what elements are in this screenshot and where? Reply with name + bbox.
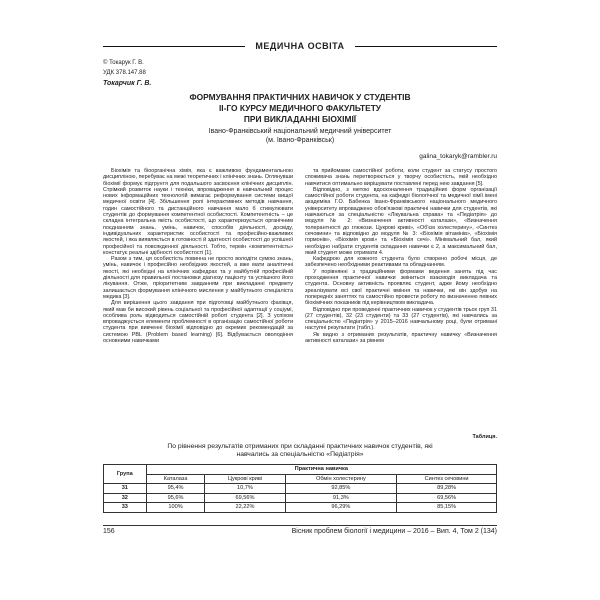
paragraph: Відповідно, з метою вдосконалення традиційних форм організації самостійної роботи студента, на кафедрі біологічної та медичної хімії імені академіка Г.О. Бабенка Івано-Франківського національного медичного університету впроваджено обов'язкові практичні навички для студентів, які навчаються за спеціальністю «Лікувальна справа» та «Педіатрія» до модуля № 2: «Визначення активності каталази», «Визначення толерантності до глюкози. Цукрові криві», «Об'єм холестерину», «Синтез сечовини» та відповідно до модуля № 3: «Біохімія вітамінів», «Біохімія гормонів», «Біохімія крові» та «Біохімія сечі». Мінімальний бал, який необхідно набрати студентів складання навички є 2, а максимальний бал, який студент може отримати 4.: [305, 186, 497, 256]
table-row: [104, 503, 497, 513]
group-cell: 31: [104, 484, 147, 494]
paragraph: Для вирішення цього завдання при підготовці майбутнього фахівця, який мав би високий рівень соціальної та професійної адаптації у соціумі, особлива роль відводиться самостійній роботі студента [2]. З успіхом впроваджується елементи проблемності в організацію самостійної роботи студента при вивченні біохімії відповідно до окремих рекомендацій за системою PBL (Problem based learning) [6]. Відбувається оволодіння основними навичками: [103, 300, 293, 345]
article-title-line-2: ІІ-ГО КУРСУ МЕДИЧНОГО ФАКУЛЬТЕТУ: [218, 103, 382, 113]
left-column: [103, 168, 293, 344]
value-cell: 85,15%: [397, 503, 497, 513]
value-cell: 69,56%: [397, 493, 497, 503]
page-number: 156: [103, 528, 115, 535]
table-caption: [103, 443, 497, 459]
value-cell: 22,22%: [205, 503, 285, 513]
institution-name: Івано-Франківський національний медичний університет: [208, 128, 392, 135]
institution-city: (м. Івано-Франківськ): [265, 137, 335, 144]
value-cell: 91,3%: [285, 493, 397, 503]
table-caption-line-2: навчались за спеціальністю «Педіатрія»: [236, 451, 364, 458]
value-cell: 89,28%: [397, 484, 497, 494]
article-title-line-1: ФОРМУВАННЯ ПРАКТИЧНИХ НАВИЧОК У СТУДЕНТІВ: [189, 92, 411, 102]
table-label: Таблиця.: [472, 434, 497, 440]
paragraph: Кафедрою для кожного студента було створено робочі місця, де забезпечено необхідними реактивами та обладнанням.: [305, 256, 497, 269]
journal-name: Вісник проблем біології і медицини – 2016 – Вип. 4, Том 2 (134): [291, 528, 497, 535]
value-cell: 96,29%: [285, 503, 397, 513]
skills-header: Практична навичка: [146, 465, 496, 475]
table-row: [104, 493, 497, 503]
author-name: Токарчик Г. В.: [103, 80, 152, 87]
section-title: МЕДИЧНА ОСВІТА: [245, 39, 355, 53]
group-header: Група: [104, 465, 147, 484]
paragraph: Як видно з отриманих результатів, практичну навичку «Визначення активності каталази» за рівнем: [305, 331, 497, 345]
column-header: Обмін холестерину: [285, 474, 397, 484]
copyright: © Токарук Г. В.: [103, 60, 144, 66]
value-cell: 100%: [146, 503, 205, 513]
value-cell: 69,56%: [205, 493, 285, 503]
udc-code: УДК 378.147.88: [103, 70, 146, 76]
value-cell: 92,85%: [285, 484, 397, 494]
column-header: Синтез сечовини: [397, 474, 497, 484]
group-cell: 33: [104, 503, 147, 513]
article-title-line-3: ПРИ ВИКЛАДАННІ БІОХІМІЇ: [243, 114, 357, 124]
results-table: [103, 464, 497, 513]
column-header: Каталаза: [146, 474, 205, 484]
paragraph: Відповідно при проведенні практичних навичок у студентів трьох груп 31 (27 студентів), 32 (23 студенти) та 33 (27 студентів), які навчались за спеціальністю «Педіатрія» у 2015–2016 навчальному році, були отримані наступні результати (табл.).: [305, 306, 497, 332]
value-cell: 10,7%: [205, 484, 285, 494]
paragraph: У порівнянні з традиційними формами ведення занять під час проходження практичної навички зміниться взаємодія викладача та студента. Основну активність проявляє студент, адже йому необхідно зреалізувати всі свої практичні вміння та навички, які він здобув на попередніх заняттях та самостійно провести роботу по визначенню певних біохімічних показників під керівництвом викладача.: [305, 268, 497, 307]
paragraph: Біохімія та біоорганічна хімія, яка є важливою фундаментальною дисципліною, перебуває на межі теоретичних і клінічних знань. Оглянувши біохімії формує підгрунтя для подальшого засвоєння клінічних дисциплін. Стрімкий розвиток науки і техніки, впровадження в навчальний процес нових інформаційних технологій вимагає реформування системи вищої медичної освіти [4]. Збільшення ролі інтерактивних методів навчання, годин самостійного та дистанційного навчання мало б стимулювати студентів до формування компетентної особистості. Компетентність – це складна інтегральна якість особистості, що характеризується органічним поєднанням знань, умінь, навичок, способів діяльності, досвіду, індивідуальних характеристик особистості та професійно-важливих якостей, і яка виявляється в готовності й здатності особистості до успішної професійної та повсякденної діяльності. Тобто, термін «компетентність» констатує реальні здібності особистості [1].: [103, 168, 293, 256]
paragraph: Разом з тим, ця особистість повинна не просто володіти сумою знань, умінь, навичок і професійно необхідних якостей, а вже мати аналітичні якості, які необхідні на клінічних кафедрах та у майбутній професійній діяльності для правильної постановки діагнозу пацієнту та успішного його лікування. Отже, пріоритетним завданням при викладанні предмету залишається формування клінічного мислення у майбутнього спеціаліста медика [3].: [103, 256, 293, 300]
value-cell: 95,4%: [146, 484, 205, 494]
value-cell: 95,6%: [146, 493, 205, 503]
table-caption-line-1: По рівнення результатів отриманих при складанні практичних навичок студентів, які: [167, 443, 433, 450]
author-email[interactable]: galina_tokaryk@rambler.ru: [419, 153, 497, 160]
footer-rule: [103, 525, 497, 526]
column-header: Цукрові криві: [205, 474, 285, 484]
paragraph: та прийомами самостійної роботи, коли студент за статусу простого споживача знань перетворюється у творчу особистість, якій необхідно навчитися оптимально вирішувати поставлені перед нею завдання [5].: [305, 168, 497, 187]
right-column: [305, 168, 497, 344]
table-row: [104, 484, 497, 494]
group-cell: 32: [104, 493, 147, 503]
